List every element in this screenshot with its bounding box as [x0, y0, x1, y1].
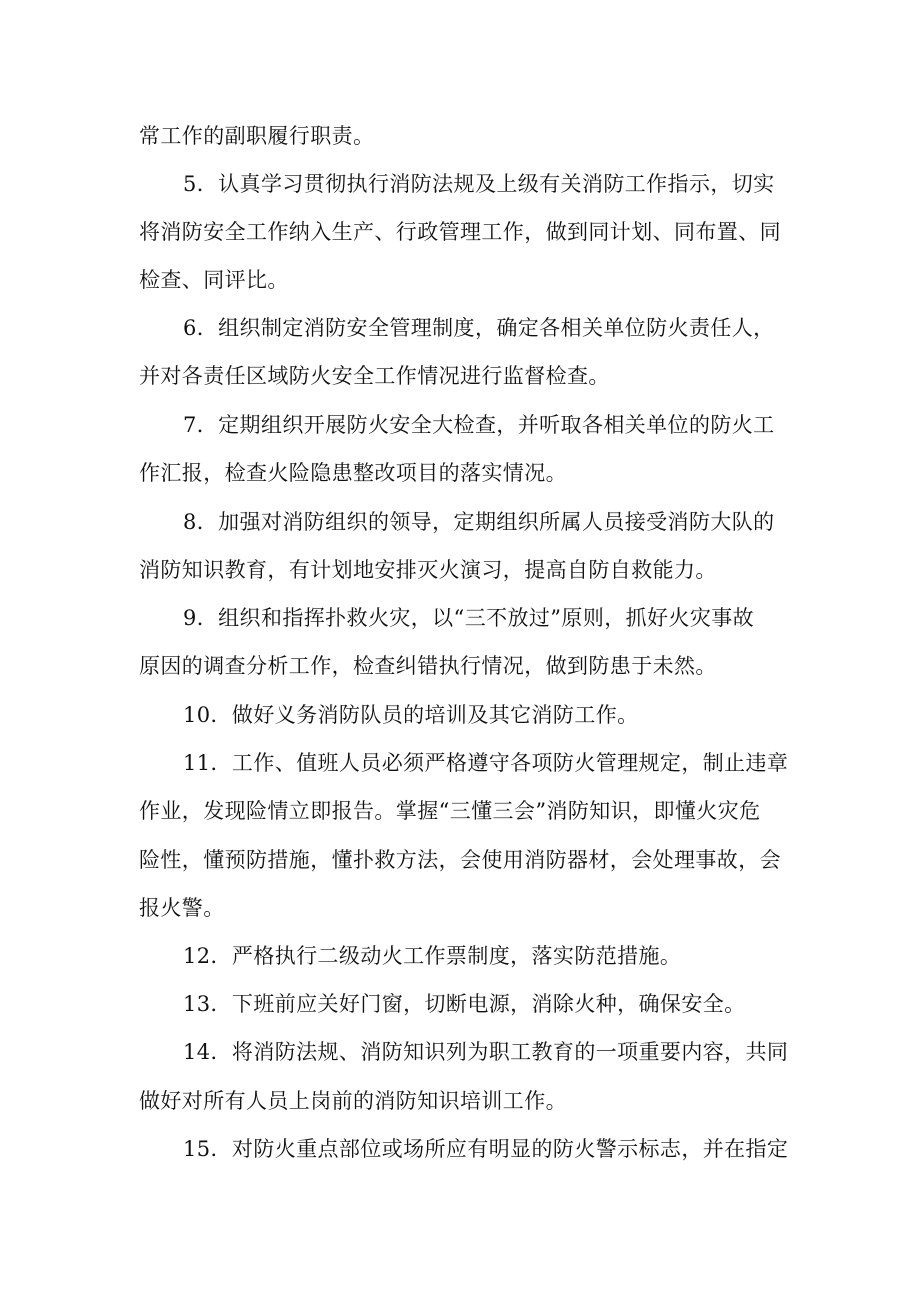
- line-text: 12．严格执行二级动火工作票制度，落实防范措施。: [183, 944, 682, 968]
- line-text: 作业，发现险情立即报告。掌握“三懂三会”消防知识，即懂火灾危: [139, 799, 761, 823]
- line-text: 10．做好义务消防队员的培训及其它消防工作。: [183, 703, 639, 727]
- line-text: 11．工作、值班人员必须严格遵守各项防火管理规定，制止违章: [183, 751, 789, 775]
- line-text: 5．认真学习贯彻执行消防法规及上级有关消防工作指示，切实: [183, 172, 775, 196]
- line-text: 做好对所有人员上岗前的消防知识培训工作。: [139, 1089, 567, 1113]
- line-text: 15．对防火重点部位或场所应有明显的防火警示标志，并在指定: [183, 1137, 789, 1161]
- line-text: 检查、同评比。: [139, 268, 289, 292]
- line-text: 作汇报，检查火险隐患整改项目的落实情况。: [139, 461, 567, 485]
- line-text: 险性，懂预防措施，懂扑救方法，会使用消防器材，会处理事故，会: [139, 848, 781, 872]
- line-text: 常工作的副职履行职责。: [139, 124, 375, 148]
- line-text: 9．组织和指挥扑救火灾，以“三不放过”原则，抓好火灾事故: [183, 606, 755, 630]
- line-text: 并对各责任区域防火安全工作情况进行监督检查。: [139, 364, 610, 388]
- line-text: 将消防安全工作纳入生产、行政管理工作，做到同计划、同布置、同: [139, 220, 781, 244]
- line-text: 报火警。: [139, 896, 225, 920]
- line-text: 8．加强对消防组织的领导，定期组织所属人员接受消防大队的: [183, 510, 775, 534]
- line-text: 原因的调查分析工作，检查纠错执行情况，做到防患于未然。: [139, 654, 717, 678]
- line-text: 13．下班前应关好门窗，切断电源，消除火种，确保安全。: [183, 992, 746, 1016]
- line-text: 14．将消防法规、消防知识列为职工教育的一项重要内容，共同: [183, 1040, 789, 1064]
- line-text: 消防知识教育，有计划地安排灭火演习，提高自防自救能力。: [139, 558, 717, 582]
- line-text: 7．定期组织开展防火安全大检查，并听取各相关单位的防火工: [183, 413, 775, 437]
- line-text: 6．组织制定消防安全管理制度，确定各相关单位防火责任人，: [183, 316, 775, 340]
